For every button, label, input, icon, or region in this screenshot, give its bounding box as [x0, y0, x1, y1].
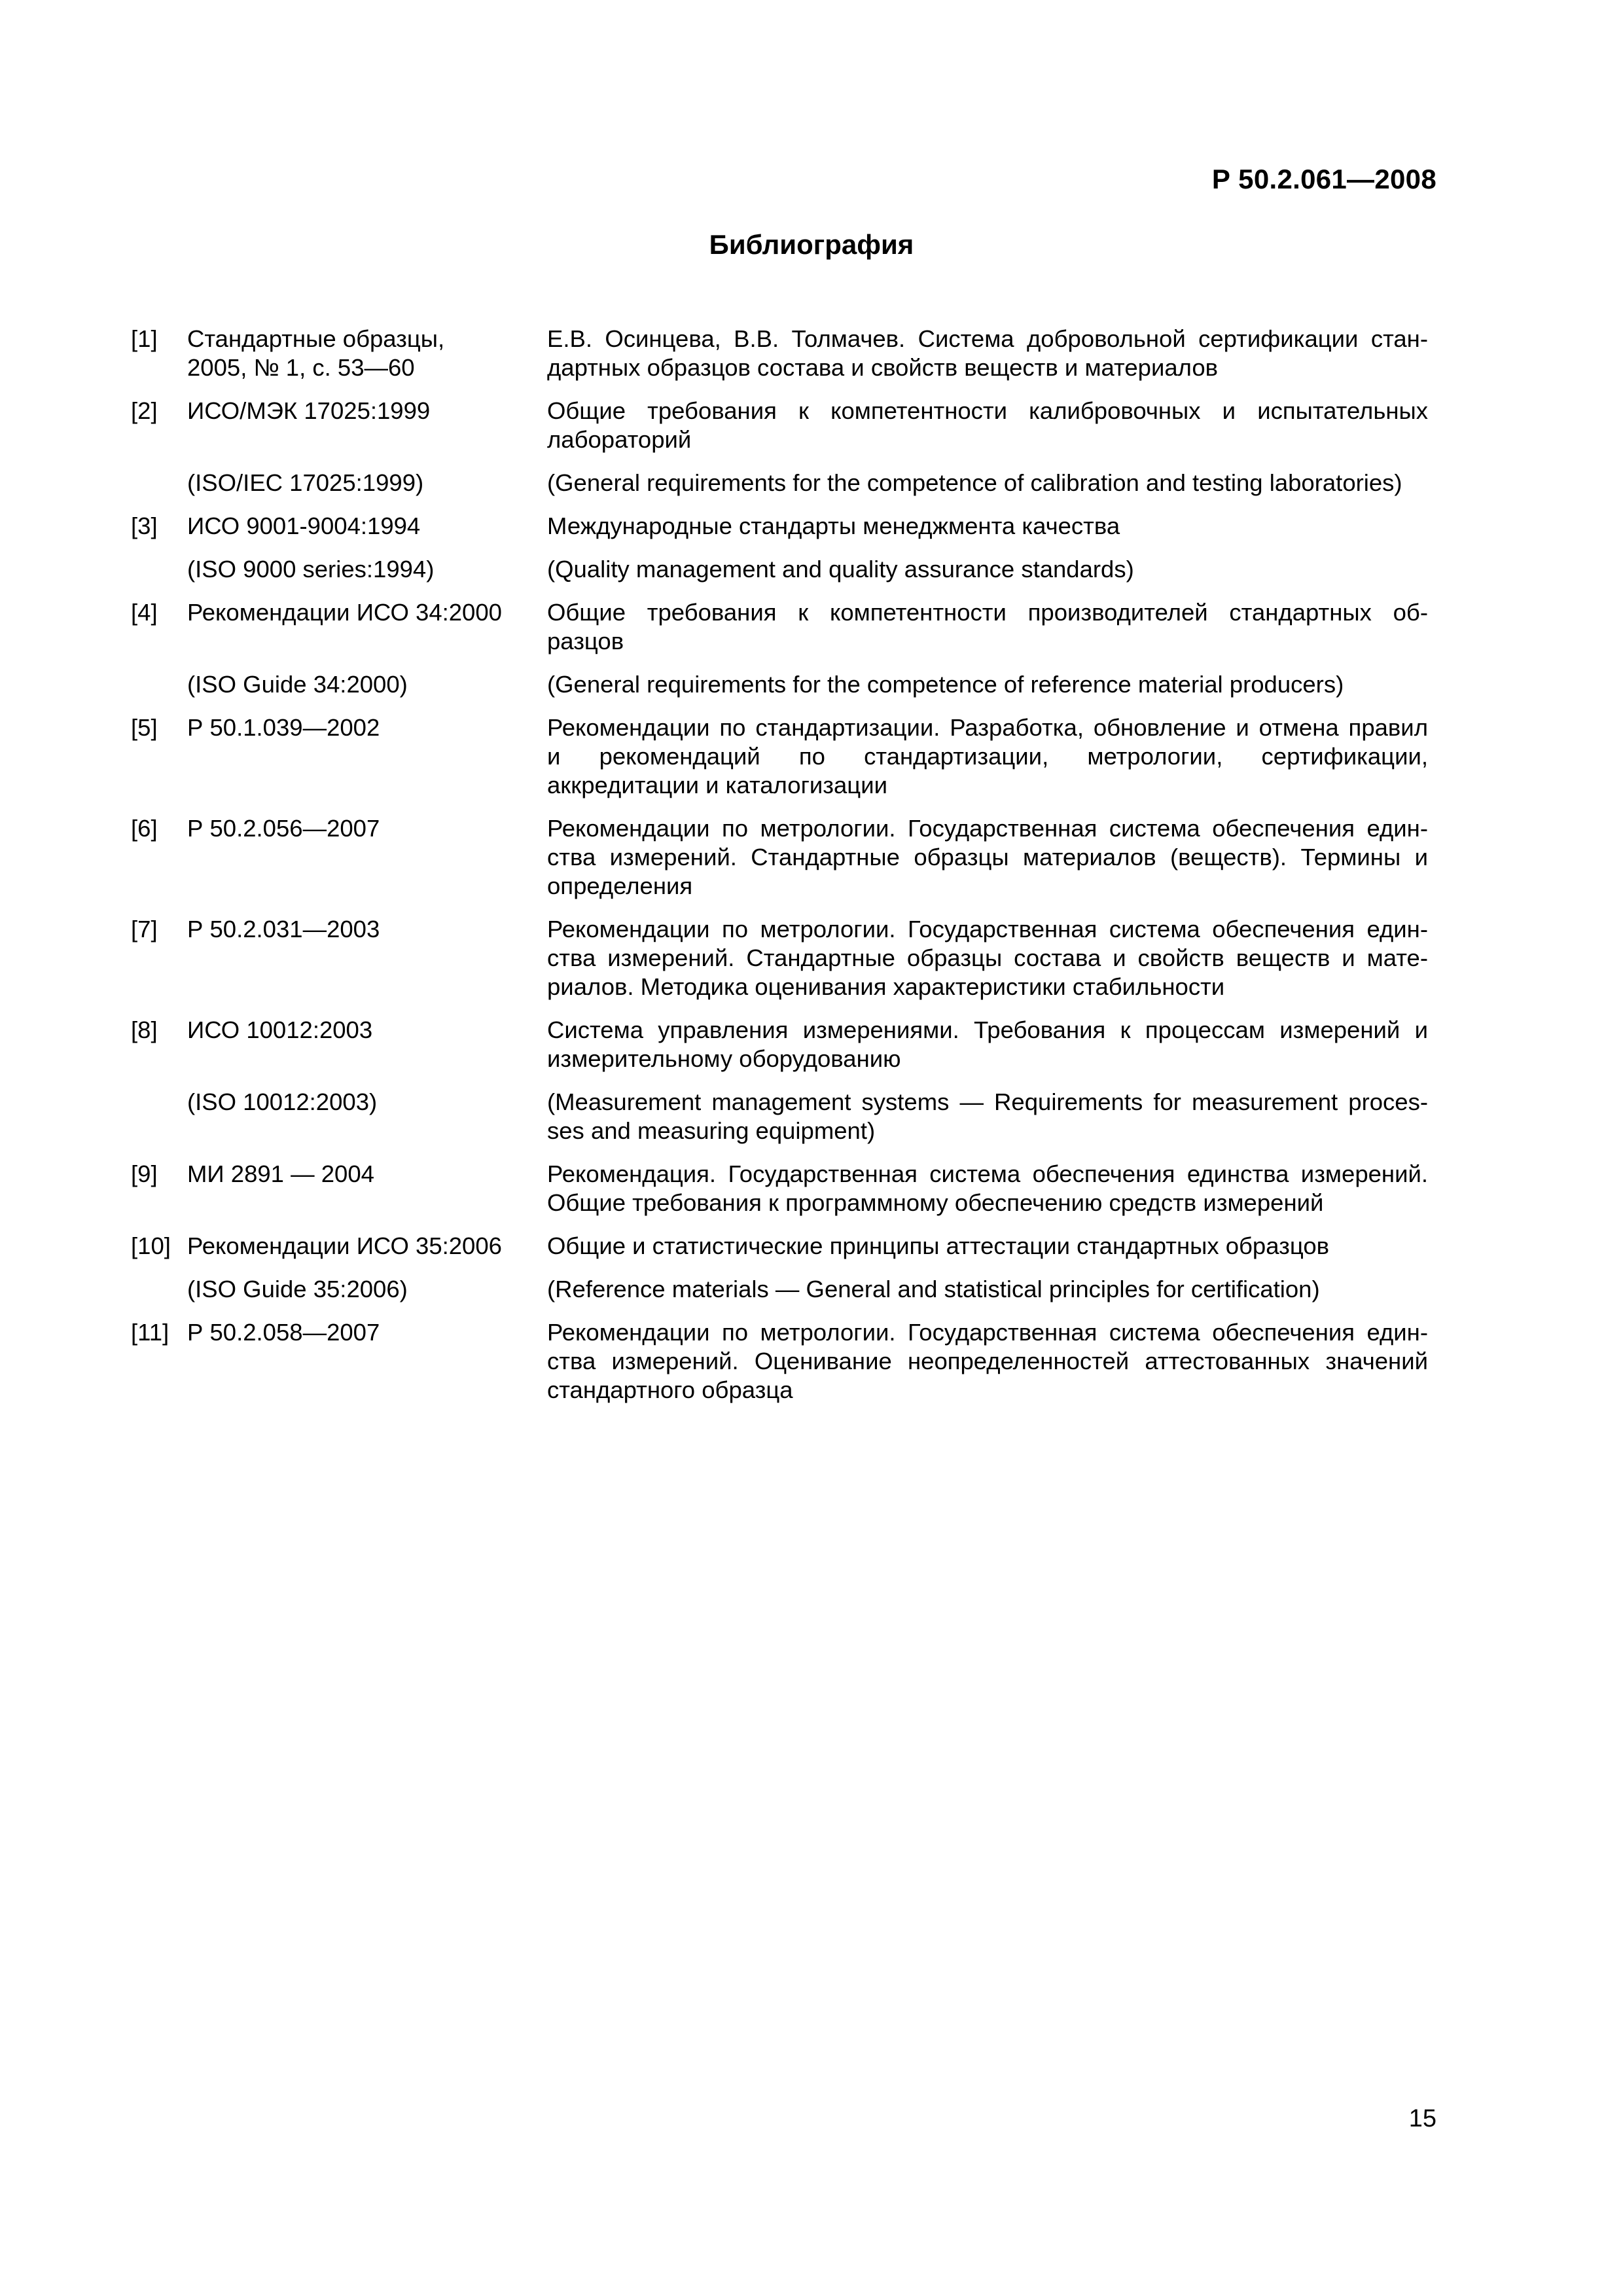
entry-number [131, 555, 187, 584]
entry-source [187, 325, 547, 382]
entry-description-line: Общие требования к программному обеспечению средств измерений [547, 1189, 1324, 1216]
entry-number [131, 1088, 187, 1145]
entry-description-line: ства измерений. Стандартные образцы состава и свойств веществ и мате- [547, 944, 1428, 971]
entry-description [547, 469, 1428, 497]
entry-number: [4] [131, 599, 158, 626]
entry-source [187, 915, 547, 1001]
entry-description-line: Рекомендации по метрологии. Государственная система обеспечения един- [547, 815, 1428, 842]
entry-source [187, 1160, 547, 1217]
entry-number: [6] [131, 815, 158, 842]
page-number: 15 [1408, 2105, 1436, 2132]
entry-description-line: (Measurement management systems — Requirements for measurement proces- [547, 1088, 1428, 1115]
entry-source-line: Рекомендации ИСО 35:2006 [187, 1232, 502, 1259]
entry-source-line: Р 50.1.039—2002 [187, 714, 380, 741]
entry-description-line: Е.В. Осинцева, В.В. Толмачев. Система добровольной сертификации стан- [547, 325, 1428, 352]
entry-number: [9] [131, 1160, 158, 1187]
entry-source [187, 1275, 547, 1304]
entry-description-line: (General requirements for the competence of reference material producers) [547, 671, 1344, 698]
entry-number [131, 670, 187, 699]
bibliography-entry [131, 713, 1428, 800]
bibliography-entry [131, 1275, 1428, 1304]
bibliography-entry [131, 1160, 1428, 1217]
entry-source-line: Рекомендации ИСО 34:2000 [187, 599, 502, 626]
entry-source-line: (ISO/IEC 17025:1999) [187, 469, 424, 496]
entry-source-line: 2005, № 1, с. 53—60 [187, 354, 415, 381]
entry-description [547, 1088, 1428, 1145]
entry-description-line: ства измерений. Оценивание неопределенностей аттестованных значений [547, 1348, 1428, 1374]
bibliography-entry [131, 469, 1428, 497]
entry-source [187, 1232, 547, 1261]
entry-description-line: Рекомендации по метрологии. Государственная система обеспечения един- [547, 1319, 1428, 1346]
entry-source [187, 1088, 547, 1145]
bibliography-entry [131, 555, 1428, 584]
entry-description [547, 1318, 1428, 1405]
entry-source [187, 814, 547, 901]
entry-description [547, 670, 1428, 699]
entry-description-line: и рекомендаций по стандартизации, метрологии, сертификации, [547, 743, 1428, 770]
bibliography-entry [131, 512, 1428, 541]
bibliography-entry [131, 670, 1428, 699]
entry-description-line: Общие требования к компетентности производителей стандартных об- [547, 599, 1428, 626]
entry-description [547, 1275, 1428, 1304]
bibliography-entry [131, 814, 1428, 901]
entry-description-line: ses and measuring equipment) [547, 1117, 876, 1144]
entry-description-line: аккредитации и каталогизации [547, 772, 887, 798]
entry-description-line: (Quality management and quality assurance standards) [547, 556, 1134, 583]
entry-description-line: стандартного образца [547, 1376, 793, 1403]
entry-source-line: ИСО 9001-9004:1994 [187, 512, 421, 539]
entry-number: [10] [131, 1232, 171, 1259]
entry-source [187, 512, 547, 541]
entry-source-line: Р 50.2.058—2007 [187, 1319, 380, 1346]
entry-source-line: ИСО/МЭК 17025:1999 [187, 397, 431, 424]
entry-source [187, 713, 547, 800]
entry-description-line: ства измерений. Стандартные образцы материалов (веществ). Термины и [547, 844, 1428, 870]
bibliography-list [131, 325, 1428, 1419]
entry-number [131, 469, 187, 497]
entry-source-line: (ISO 10012:2003) [187, 1088, 378, 1115]
entry-source [187, 555, 547, 584]
entry-source [187, 1016, 547, 1073]
entry-description [547, 598, 1428, 656]
entry-number [131, 1275, 187, 1304]
entry-description-line: (General requirements for the competence of calibration and testing laboratories) [547, 469, 1402, 496]
entry-description-line: Рекомендации по стандартизации. Разработка, обновление и отмена правил [547, 714, 1428, 741]
entry-description [547, 325, 1428, 382]
bibliography-entry [131, 1016, 1428, 1073]
entry-source [187, 670, 547, 699]
bibliography-entry [131, 1232, 1428, 1261]
entry-number: [11] [131, 1319, 169, 1346]
page-title: Библиография [709, 229, 914, 260]
entry-number: [2] [131, 397, 158, 424]
entry-description-line: лабораторий [547, 426, 692, 453]
entry-description-line: измерительному оборудованию [547, 1045, 901, 1072]
entry-source [187, 469, 547, 497]
entry-description [547, 814, 1428, 901]
entry-source-line: (ISO Guide 35:2006) [187, 1276, 408, 1302]
entry-description [547, 1232, 1428, 1261]
entry-number: [5] [131, 714, 158, 741]
bibliography-entry [131, 325, 1428, 382]
entry-description-line: Общие и статистические принципы аттестации стандартных образцов [547, 1232, 1330, 1259]
entry-description-line: Международные стандарты менеджмента качества [547, 512, 1120, 539]
bibliography-entry [131, 915, 1428, 1001]
entry-source-line: Стандартные образцы, [187, 325, 445, 352]
entry-source [187, 598, 547, 656]
entry-description [547, 713, 1428, 800]
entry-number: [7] [131, 916, 158, 942]
entry-source-line: (ISO 9000 series:1994) [187, 556, 435, 583]
entry-description [547, 1160, 1428, 1217]
entry-description-line: Рекомендация. Государственная система обеспечения единства измерений. [547, 1160, 1428, 1187]
entry-number: [1] [131, 325, 158, 352]
entry-source-line: Р 50.2.056—2007 [187, 815, 380, 842]
entry-number: [8] [131, 1016, 158, 1043]
entry-description [547, 397, 1428, 454]
entry-description-line: Система управления измерениями. Требования к процессам измерений и [547, 1016, 1428, 1043]
entry-description-line: определения [547, 872, 693, 899]
bibliography-entry [131, 1088, 1428, 1145]
entry-description-line: Общие требования к компетентности калибровочных и испытательных [547, 397, 1428, 424]
entry-source-line: МИ 2891 — 2004 [187, 1160, 374, 1187]
entry-description-line: (Reference materials — General and statistical principles for certification) [547, 1276, 1320, 1302]
bibliography-entry [131, 397, 1428, 454]
entry-description [547, 555, 1428, 584]
entry-source-line: ИСО 10012:2003 [187, 1016, 373, 1043]
entry-number: [3] [131, 512, 158, 539]
entry-source [187, 397, 547, 454]
entry-description-line: Рекомендации по метрологии. Государственная система обеспечения един- [547, 916, 1428, 942]
entry-description-line: разцов [547, 628, 624, 655]
bibliography-entry [131, 1318, 1428, 1405]
entry-description [547, 512, 1428, 541]
entry-source-line: Р 50.2.031—2003 [187, 916, 380, 942]
entry-description-line: риалов. Методика оценивания характеристики стабильности [547, 973, 1225, 1000]
entry-source-line: (ISO Guide 34:2000) [187, 671, 408, 698]
document-code: Р 50.2.061—2008 [1211, 164, 1436, 194]
entry-description [547, 915, 1428, 1001]
entry-description [547, 1016, 1428, 1073]
entry-description-line: дартных образцов состава и свойств веществ и материалов [547, 354, 1219, 381]
bibliography-entry [131, 598, 1428, 656]
entry-source [187, 1318, 547, 1405]
